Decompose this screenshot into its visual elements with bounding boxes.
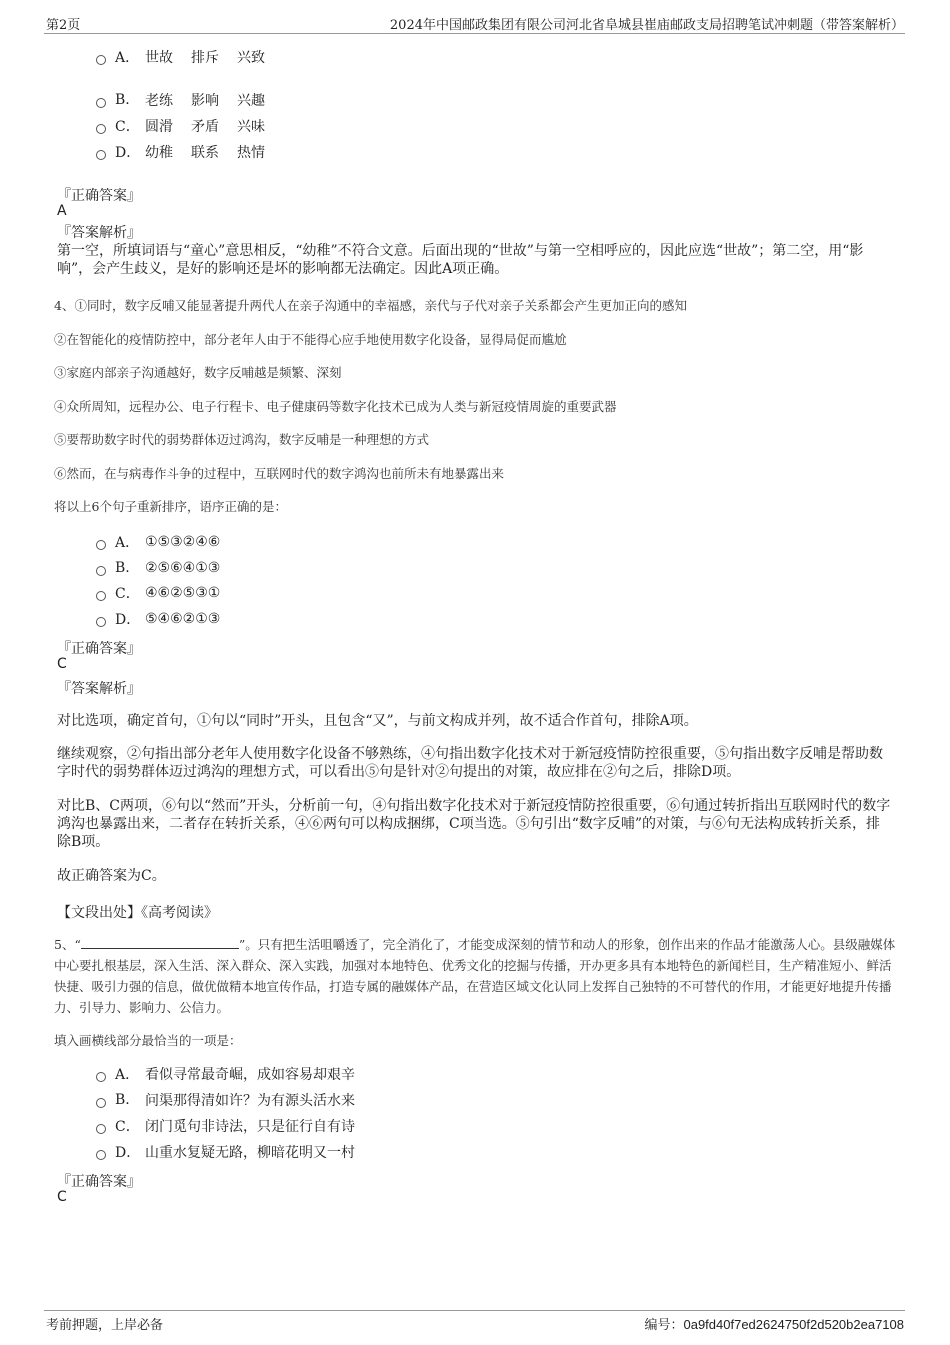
q5-passage: 5、“ ”。只有把生活咀嚼透了，完全消化了，才能变成深刻的情节和动人的形象，创作出来的作品才能激荡人心。县级融媒体中心要扎根基层，深入生活、深入群众、深入实践，加强对本地特色、优秀文化的挖掘与传播，开办更多具有本地特色的新闻栏目，生产精准短小、鲜活快捷、吸引力强的信息，做优做精本地宣传作品，打造专属的融媒体产品，在营造区域文化认同上发挥自己独特的不可替代的作用，才能更好地提升传播力、引导力、影响力、公信力。 [54, 937, 896, 1015]
header-rule [44, 33, 905, 34]
q5-answer: C [57, 1189, 67, 1205]
q3-analysis: 第一空，所填词语与“童心”意思相反，“幼稚”不符合文意。后面出现的“世故”与第一空相呼应的，因此应选“世故”；第二空，用“影响”，会产生歧义，是好的影响还是坏的影响都无法确定。因此A项正确。 [57, 243, 864, 277]
q4-analysis-p1: 对比选项，确定首句，①句以“同时”开头，且包含“又”，与前文构成并列，故不适合作首句，排除A项。 [57, 713, 698, 729]
q4-option-d[interactable]: D． ⑤④⑥②①③ [96, 610, 220, 628]
q3-answer: A [57, 203, 67, 219]
radio-icon[interactable] [96, 55, 106, 65]
q3-option-d[interactable]: D． 幼稚 联系 热情 [96, 143, 283, 161]
q5-prompt: 填入画横线部分最恰当的一项是： [54, 1033, 242, 1048]
radio-icon[interactable] [96, 591, 106, 601]
q4-option-b[interactable]: B. ②⑤⑥④①③ [96, 559, 220, 577]
q3-option-b[interactable]: B. 老练 影响 兴趣 [96, 91, 283, 109]
q4-line-2: ②在智能化的疫情防控中，部分老年人由于不能得心应手地使用数字化设备，显得局促而尴尬 [54, 332, 567, 347]
q4-line-1: 4、①同时，数字反哺又能显著提升两代人在亲子沟通中的幸福感，亲代与子代对亲子关系都会产生更加正向的感知 [54, 298, 687, 313]
q4-line-6: ⑥然而，在与病毒作斗争的过程中，互联网时代的数字鸿沟也前所未有地暴露出来 [54, 466, 505, 481]
radio-icon[interactable] [96, 98, 106, 108]
footer-serial: 编号：0a9fd40f7ed2624750f2d520b2ea7108 [644, 1317, 904, 1333]
radio-icon[interactable] [96, 1098, 106, 1108]
document-title: 2024年中国邮政集团有限公司河北省阜城县崔庙邮政支局招聘笔试冲刺题（带答案解析） [389, 18, 904, 33]
q4-prompt: 将以上6个句子重新排序，语序正确的是： [54, 499, 287, 514]
q5-option-d[interactable]: D． 山重水复疑无路，柳暗花明又一村 [96, 1143, 355, 1161]
radio-icon[interactable] [96, 617, 106, 627]
radio-icon[interactable] [96, 1150, 106, 1160]
radio-icon[interactable] [96, 566, 106, 576]
q5-answer-label: 『正确答案』 [57, 1174, 141, 1190]
q5-option-a[interactable]: A． 看似寻常最奇崛，成如容易却艰辛 [96, 1065, 355, 1083]
q4-answer-label: 『正确答案』 [57, 641, 141, 657]
q4-analysis-p2: 继续观察，②句指出部分老年人使用数字化设备不够熟练，④句指出数字化技术对于新冠疫情防控很重要，⑤句指出数字反哺是帮助数字时代的弱势群体迈过鸿沟的理想方式，可以看出⑤句是针对②句提出的对策，故应排在②句之后，排除D项。 [57, 746, 883, 780]
q3-option-a[interactable]: A． 世故 排斥 兴致 [96, 48, 283, 66]
q4-source: 【文段出处】《高考阅读》 [57, 905, 218, 921]
radio-icon[interactable] [96, 1072, 106, 1082]
q3-analysis-label: 『答案解析』 [57, 225, 141, 241]
footer-rule [44, 1310, 905, 1311]
q4-line-5: ⑤要帮助数字时代的弱势群体迈过鸿沟，数字反哺是一种理想的方式 [54, 432, 430, 447]
q4-answer: C [57, 656, 67, 672]
fill-blank [81, 936, 239, 949]
q3-option-c[interactable]: C． 圆滑 矛盾 兴味 [96, 117, 283, 135]
footer-slogan: 考前押题，上岸必备 [46, 1318, 164, 1333]
q4-analysis-label: 『答案解析』 [57, 681, 141, 697]
page-number: 第2页 [46, 18, 81, 33]
radio-icon[interactable] [96, 124, 106, 134]
radio-icon[interactable] [96, 540, 106, 550]
q4-option-a[interactable]: A． ①⑤③②④⑥ [96, 533, 220, 551]
q4-analysis-p3: 对比B、C两项，⑥句以“然而”开头，分析前一句，④句指出数字化技术对于新冠疫情防控很重要，⑥句通过转折指出互联网时代的数字鸿沟也暴露出来，二者存在转折关系，④⑥两句可以构成捆绑，C项当选。⑤句引出“数字反哺”的对策，与⑥句无法构成转折关系，排除B项。 [57, 798, 891, 850]
q4-analysis-p4: 故正确答案为C。 [57, 868, 166, 884]
q5-option-c[interactable]: C． 闭门觅句非诗法，只是征行自有诗 [96, 1117, 355, 1135]
radio-icon[interactable] [96, 1124, 106, 1134]
q3-answer-label: 『正确答案』 [57, 188, 141, 204]
q5-option-b[interactable]: B. 问渠那得清如许？为有源头活水来 [96, 1091, 355, 1109]
q4-option-c[interactable]: C． ④⑥②⑤③① [96, 584, 220, 602]
q4-line-3: ③家庭内部亲子沟通越好，数字反哺越是频繁、深刻 [54, 365, 342, 380]
q4-line-4: ④众所周知，远程办公、电子行程卡、电子健康码等数字化技术已成为人类与新冠疫情周旋的重要武器 [54, 399, 617, 414]
radio-icon[interactable] [96, 150, 106, 160]
